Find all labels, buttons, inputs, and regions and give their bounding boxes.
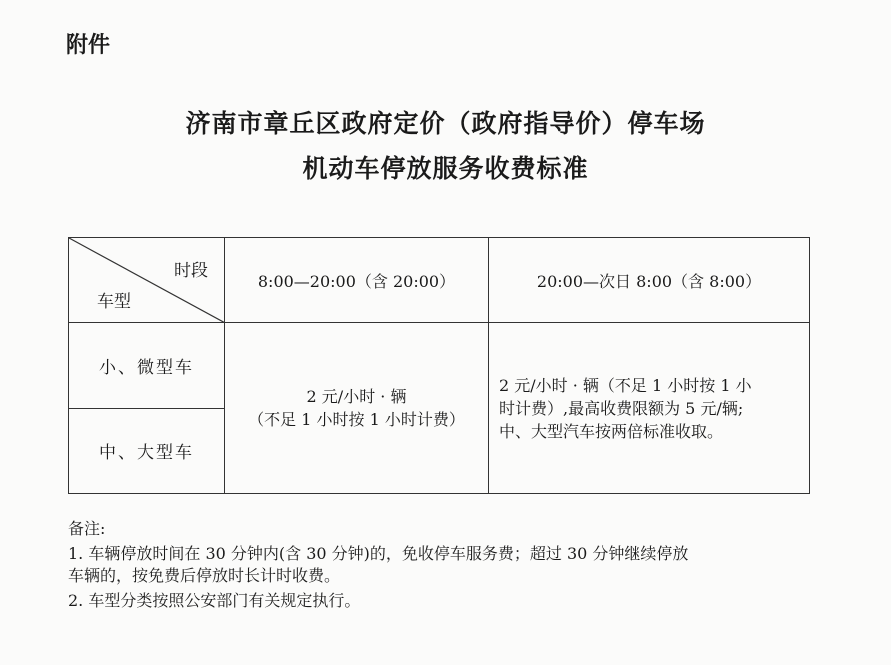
night-fee-line-1: 2 元/小时 · 辆（不足 1 小时按 1 小 <box>499 375 752 395</box>
note-item-1-line-2: 车辆的，按免费后停放时长计时收费。 <box>68 566 341 585</box>
column-header-night: 20:00—次日 8:00（含 8:00） <box>489 238 810 323</box>
row-label-small-vehicle: 小、微型车 <box>69 323 225 408</box>
corner-time-label: 时段 <box>174 261 208 281</box>
column-header-day: 8:00—20:00（含 20:00） <box>225 238 489 323</box>
notes-heading: 备注: <box>68 519 106 538</box>
night-fee-cell <box>489 323 810 494</box>
note-item-1-line-1: 1. 车辆停放时间在 30 分钟内(含 30 分钟)的，免收停车服务费；超过 30 分钟继续停放 <box>68 544 689 563</box>
row-label-large-vehicle: 中、大型车 <box>69 408 225 493</box>
night-fee-line-2: 时计费）,最高收费限额为 5 元/辆; <box>499 398 744 418</box>
fee-table <box>68 237 810 494</box>
note-item-2: 2. 车型分类按照公安部门有关规定执行。 <box>68 591 361 610</box>
night-fee-line-3: 中、大型汽车按两倍标准收取。 <box>499 421 724 441</box>
day-fee-line-1: 2 元/小时 · 辆 <box>306 387 407 407</box>
table-row <box>69 323 810 408</box>
day-fee-cell <box>225 323 489 494</box>
corner-vehicle-label: 车型 <box>97 292 131 313</box>
table-header-row <box>69 238 810 323</box>
corner-cell <box>69 238 225 323</box>
title-line-1: 济南市章丘区政府定价（政府指导价）停车场 <box>185 109 706 138</box>
notes-section <box>68 518 828 612</box>
attachment-label: 附件 <box>66 33 111 58</box>
day-fee-line-2: （不足 1 小时按 1 小时计费） <box>248 410 465 430</box>
title-line-2: 机动车停放服务收费标准 <box>302 154 589 183</box>
